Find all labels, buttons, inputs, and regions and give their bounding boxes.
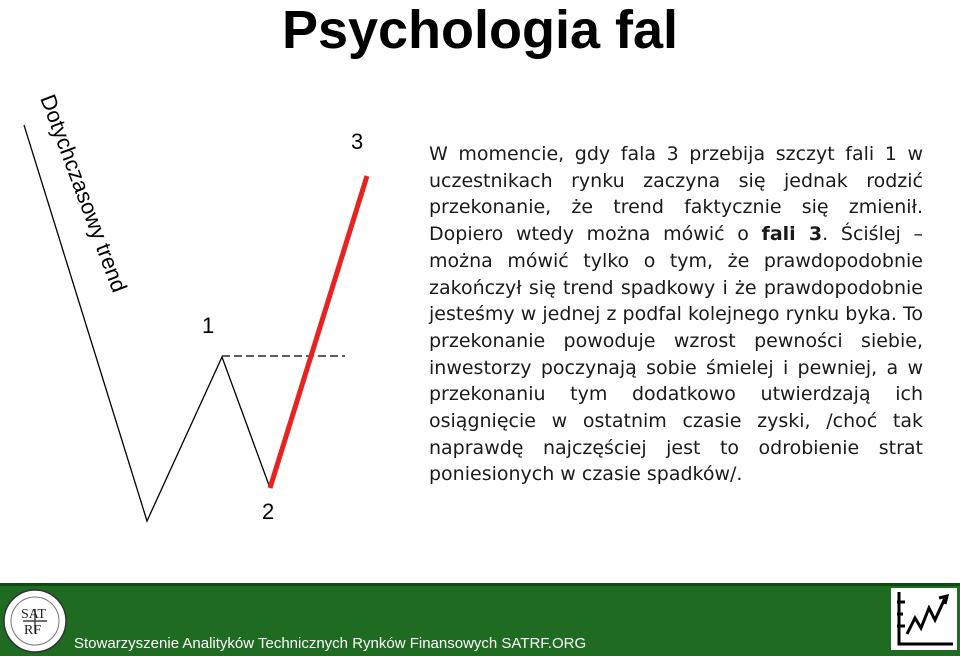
wave-1-label: 1 — [202, 313, 215, 338]
footer-organization: Stowarzyszenie Analityków Technicznych Rynków Finansowych SATRF.ORG — [74, 635, 587, 652]
footer-bar — [0, 583, 960, 656]
wave-2-label: 2 — [262, 499, 275, 524]
trend-label: Dotychczasowy trend — [35, 90, 132, 296]
page-title: Psychologia fal — [281, 0, 679, 60]
wave3-line — [270, 176, 367, 488]
description-paragraph — [429, 141, 923, 488]
logo-text: SAT — [21, 607, 46, 622]
rising-chart-icon — [891, 588, 957, 650]
wave-3-label: 3 — [351, 129, 364, 154]
svg-text:RF: RF — [24, 623, 42, 638]
paragraph-part1: W momencie, gdy fala 3 przebija szczyt fali 1 w uczestnikach rynku zaczyna się jednak rodzić przekonanie, że trend faktycznie się zmienił. Dopiero wtedy można mówić o — [429, 143, 923, 246]
paragraph-part2: . Ściślej – można mówić tylko o tym, że prawdopodobnie zakończył się trend spadkowy i że prawdopodobnie jesteśmy w jednej z podfal kolejnego rynku byka. To przekonanie powoduje wzrost pewności siebie, inwestorzy poczynają sobie śmielej i pewniej, a w przekonaniu tym dodatkowo utwierdzają ich osiągnięcie w ostatnim czasie zyski, /choć tak naprawdę najczęściej jest to odrobienie strat poniesionych w czasie spadków/. — [429, 223, 924, 486]
footer-divider — [0, 583, 960, 586]
trend-line — [24, 125, 270, 521]
paragraph-bold: fali 3 — [761, 223, 823, 246]
satrf-logo-icon — [2, 588, 68, 654]
